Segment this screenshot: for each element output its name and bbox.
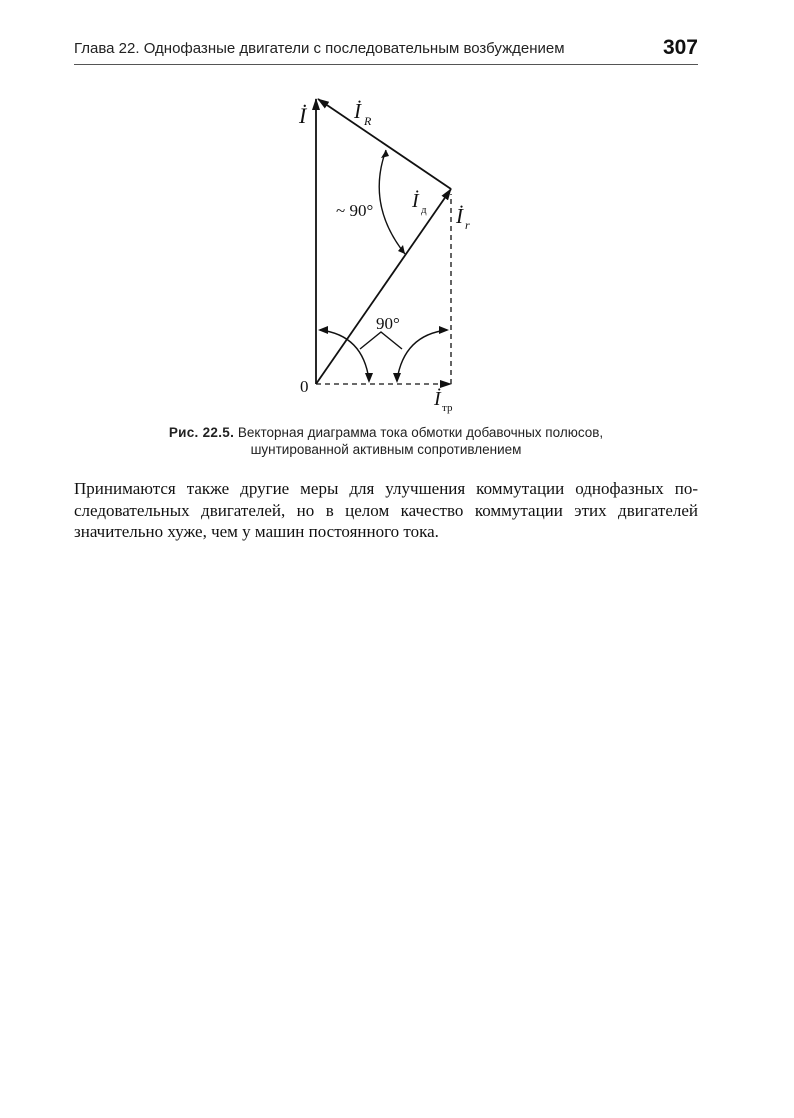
label-origin: 0 — [300, 377, 309, 396]
label-i-d: İ — [412, 190, 419, 212]
angle-arc-left-arrow-bottom — [365, 373, 373, 383]
caption-line-1 — [74, 424, 698, 441]
body-line-3: значительно хуже, чем у машин постоянного тока. — [74, 522, 439, 541]
body-paragraph — [74, 478, 698, 543]
angle-arc-right-arrow-top — [439, 326, 449, 334]
running-title: Глава 22. Однофазные двигатели с последовательным возбуждением — [74, 40, 565, 57]
label-i-d-sub: д — [421, 204, 427, 216]
body-line-1: Принимаются также другие меры для улучшения коммутации однофазных по- — [74, 479, 698, 498]
label-i: İ — [299, 103, 307, 128]
caption-label: Рис. 22.5. — [168, 425, 235, 440]
angle-arc-left-arrow-top — [318, 326, 328, 334]
label-i-tr: İ — [434, 388, 441, 410]
angle-arc-right-arrow-bottom — [393, 373, 401, 383]
label-i-r-upper-sub: R — [364, 114, 372, 128]
label-angle-90: 90° — [376, 314, 400, 333]
angle-arc-left — [320, 330, 369, 380]
label-i-tr-sub: тр — [442, 402, 453, 414]
right-angle-marker — [360, 332, 402, 349]
angle-arc-approx-90 — [379, 150, 405, 254]
vector-diagram — [0, 0, 794, 420]
label-angle-approx-90: ~ 90° — [336, 201, 374, 220]
caption-line-2: шунтированной активным сопротивлением — [250, 442, 522, 457]
body-line-2: следовательных двигателей, но в целом качество коммутации этих двигателей — [74, 500, 698, 520]
page-number: 307 — [662, 36, 698, 59]
caption-text-1: Векторная диаграмма тока обмотки добавочных полюсов, — [237, 425, 604, 440]
vector-i-r-upper — [318, 99, 451, 189]
label-i-r: İ — [456, 204, 463, 228]
label-i-r-upper: İ — [354, 99, 361, 123]
label-i-r-sub: r — [465, 218, 470, 232]
figure-caption — [74, 424, 698, 458]
vector-diagram-figure — [0, 0, 794, 420]
angle-arc-right — [397, 330, 447, 380]
